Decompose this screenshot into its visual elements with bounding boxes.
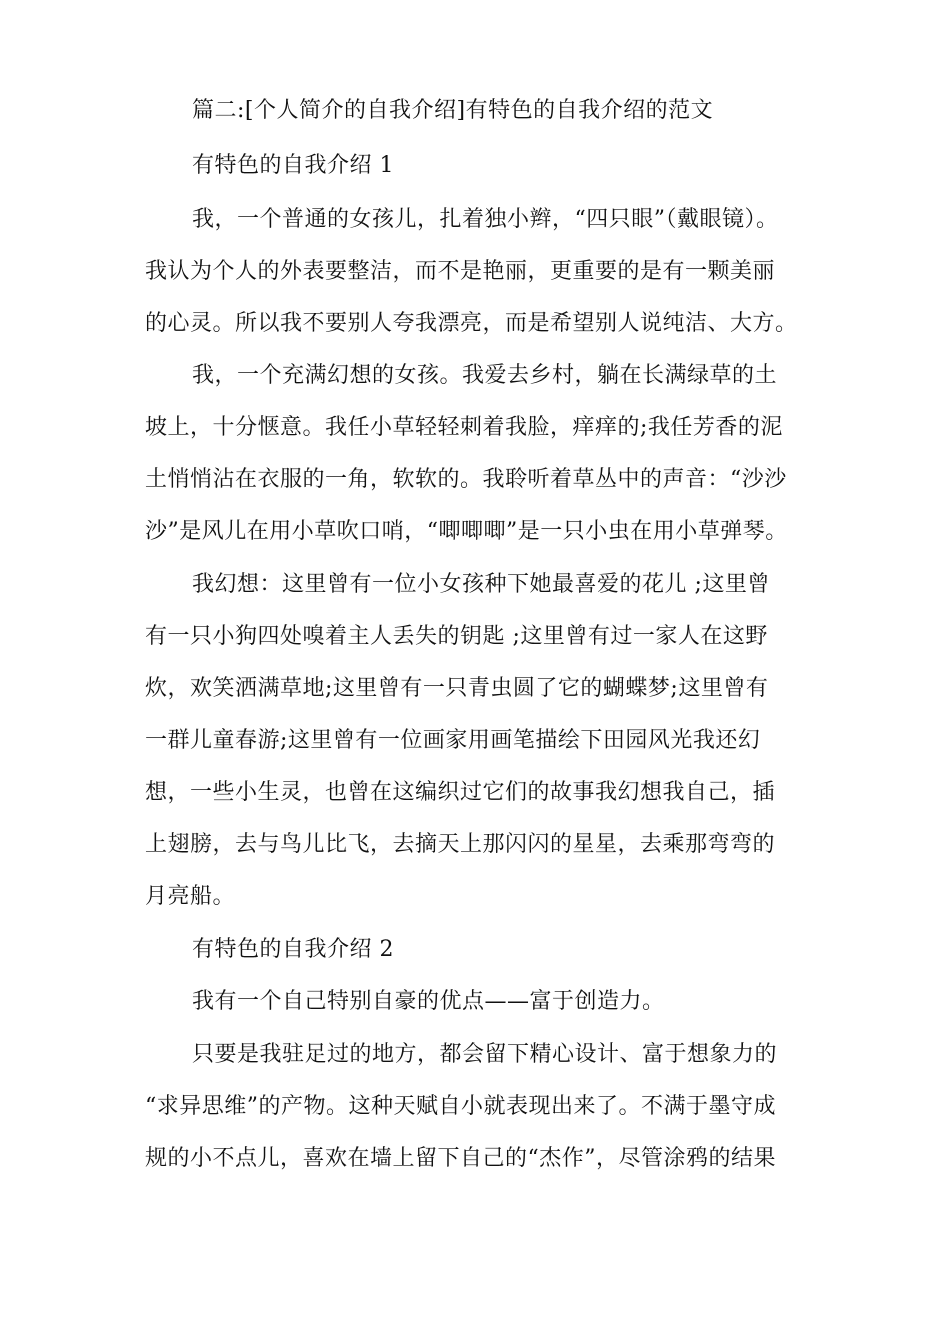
paragraph-3-line-2: 有一只小狗四处嗅着主人丢失的钥匙 ;这里曾有过一家人在这野 — [145, 624, 768, 649]
paragraph-5-line-2: “求异思维”的产物。这种天赋自小就表现出来了。不满于墨守成 — [145, 1094, 776, 1119]
paragraph-2-line-1: 我，一个充满幻想的女孩。我爱去乡村，躺在长满绿草的土 — [192, 363, 778, 388]
paragraph-2-line-2: 坡上，十分惬意。我任小草轻轻刺着我脸，痒痒的;我任芳香的泥 — [145, 415, 783, 440]
paragraph-3-line-1: 我幻想：这里曾有一位小女孩种下她最喜爱的花儿 ;这里曾 — [192, 572, 770, 597]
paragraph-3-line-7: 月亮船。 — [145, 884, 236, 909]
paragraph-5-line-3: 规的小不点儿，喜欢在墙上留下自己的“杰作”，尽管涂鸦的结果 — [145, 1146, 776, 1171]
paragraph-3-line-5: 想，一些小生灵，也曾在这编织过它们的故事我幻想我自己，插 — [145, 780, 776, 805]
paragraph-1-line-3: 的心灵。所以我不要别人夸我漂亮，而是希望别人说纯洁、大方。 — [145, 311, 798, 336]
paragraph-3-line-6: 上翅膀，去与鸟儿比飞，去摘天上那闪闪的星星，去乘那弯弯的 — [145, 832, 776, 857]
paragraph-1-line-2: 我认为个人的外表要整洁，而不是艳丽，更重要的是有一颗美丽 — [145, 259, 776, 284]
paragraph-2-line-3: 土悄悄沾在衣服的一角，软软的。我聆听着草丛中的声音：“沙沙 — [145, 467, 787, 492]
section-heading: 篇二:[个人简介的自我介绍]有特色的自我介绍的范文 — [192, 98, 714, 123]
paragraph-3-line-4: 一群儿童春游;这里曾有一位画家用画笔描绘下田园风光我还幻 — [145, 728, 761, 753]
subheading-2: 有特色的自我介绍 2 — [192, 937, 394, 962]
paragraph-5-line-1: 只要是我驻足过的地方，都会留下精心设计、富于想象力的 — [192, 1042, 778, 1067]
subheading-1: 有特色的自我介绍 1 — [192, 153, 394, 178]
paragraph-4-line-1: 我有一个自己特别自豪的优点——富于创造力。 — [192, 989, 665, 1014]
paragraph-2-line-4: 沙”是风儿在用小草吹口哨，“唧唧唧”是一只小虫在用小草弹琴。 — [145, 519, 788, 544]
paragraph-3-line-3: 炊，欢笑洒满草地;这里曾有一只青虫圆了它的蝴蝶梦;这里曾有 — [145, 676, 769, 701]
paragraph-1-line-1: 我，一个普通的女孩儿，扎着独小辫，“四只眼”（戴眼镜）。 — [192, 207, 779, 232]
